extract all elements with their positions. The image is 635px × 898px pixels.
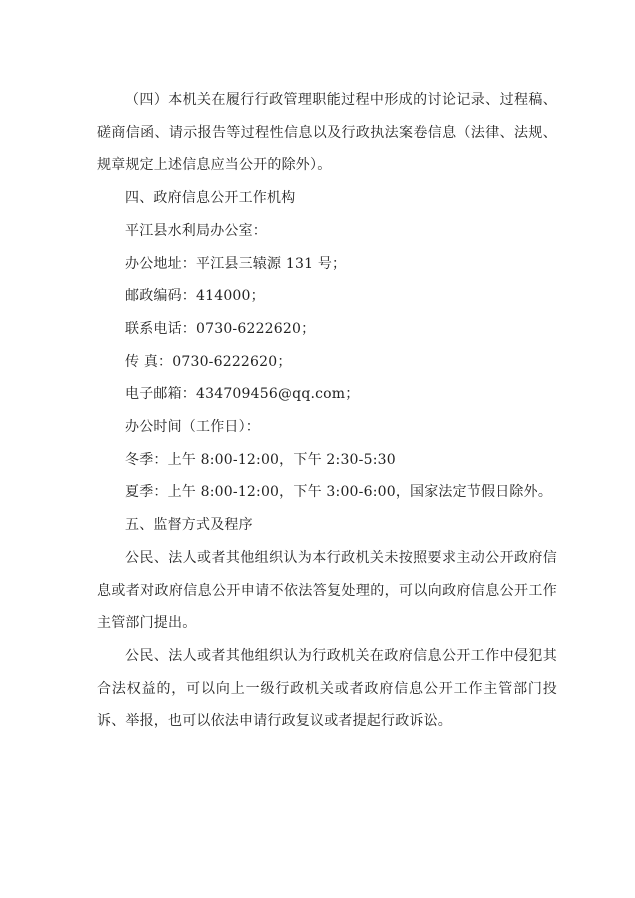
office-name: 平江县水利局办公室： — [125, 222, 267, 239]
office-hours-label: 办公时间（工作日）： — [125, 419, 260, 436]
paragraph-rights-remedy: 公民、法人或者其他组织认为行政机关在政府信息公开工作中侵犯其合法权益的，可以向上一级行政机关或者政府信息公开工作主管部门投诉、举报，也可以依法申请行政复议或者提起行政诉讼。 — [97, 647, 557, 730]
postal-code: 邮政编码：414000； — [125, 288, 265, 305]
document-body — [97, 84, 557, 738]
paragraph-complaint-authority: 公民、法人或者其他组织认为本行政机关未按照要求主动公开政府信息或者对政府信息公开申请不依法答复处理的，可以向政府信息公开工作主管部门提出。 — [97, 549, 557, 632]
section-heading-office: 四、政府信息公开工作机构 — [125, 190, 296, 207]
email-address: 电子邮箱：434709456@qq.com； — [125, 386, 360, 403]
summer-hours: 夏季：上午 8:00-12:00，下午 3:00-6:00，国家法定节假日除外。 — [125, 484, 553, 501]
office-address: 办公地址：平江县三辕源 131 号； — [125, 255, 347, 272]
section-heading-supervision: 五、监督方式及程序 — [125, 517, 253, 534]
contact-phone: 联系电话：0730-6222620； — [125, 320, 316, 337]
paragraph-process-info: （四）本机关在履行行政管理职能过程中形成的讨论记录、过程稿、磋商信函、请示报告等过程性信息以及行政执法案卷信息（法律、法规、规章规定上述信息应当公开的除外）。 — [97, 92, 557, 174]
fax-number: 传 真：0730-6222620； — [125, 353, 292, 370]
winter-hours: 冬季：上午 8:00-12:00，下午 2:30-5:30 — [125, 451, 396, 468]
